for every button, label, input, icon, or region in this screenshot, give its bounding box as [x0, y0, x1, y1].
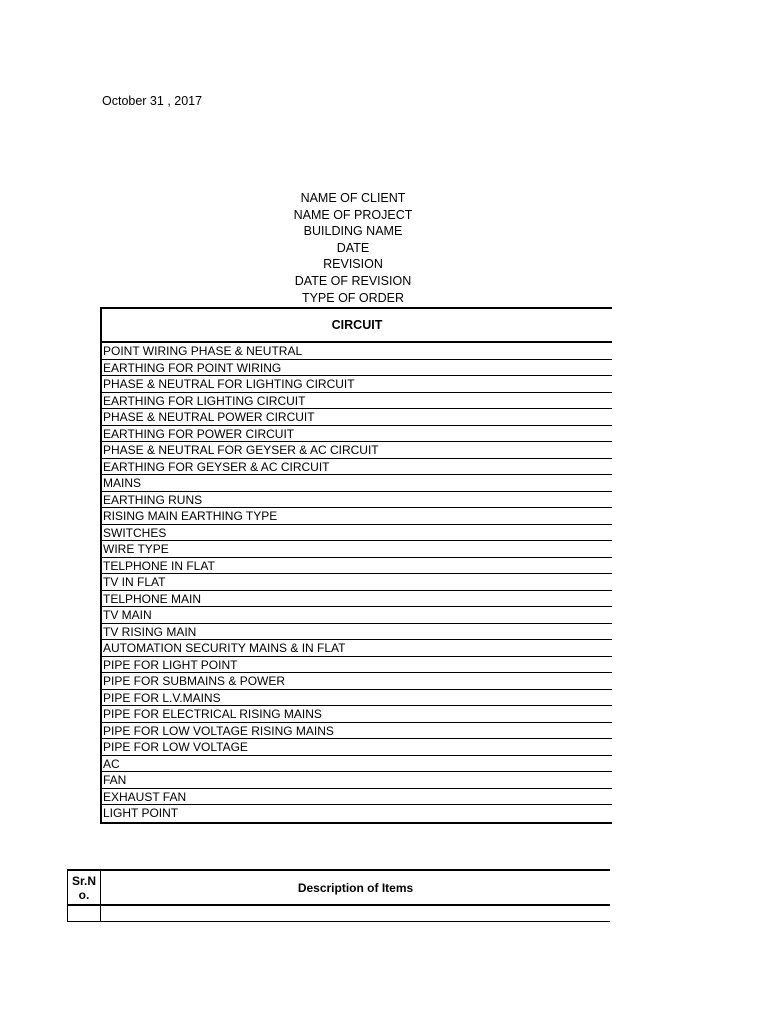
circuit-row: MAINS [102, 475, 612, 492]
circuit-table-header: CIRCUIT [102, 309, 612, 343]
circuit-row: EARTHING FOR LIGHTING CIRCUIT [102, 393, 612, 410]
info-line-date: DATE [336, 240, 370, 255]
column-header-srno: Sr.No. [68, 870, 101, 905]
circuit-row-list [102, 343, 612, 822]
circuit-row: PIPE FOR SUBMAINS & POWER [102, 673, 612, 690]
circuit-row: TELPHONE MAIN [102, 591, 612, 608]
circuit-row: PHASE & NEUTRAL POWER CIRCUIT [102, 409, 612, 426]
cell-srno [68, 905, 101, 922]
info-line-revision: REVISION [323, 257, 383, 272]
info-line-building: BUILDING NAME [303, 224, 403, 239]
circuit-row: PIPE FOR ELECTRICAL RISING MAINS [102, 706, 612, 723]
cell-description [101, 905, 611, 922]
info-line-client: NAME OF CLIENT [300, 191, 406, 205]
circuit-row: PIPE FOR LIGHT POINT [102, 657, 612, 674]
items-table-header-row [68, 870, 611, 905]
circuit-table [100, 307, 612, 824]
circuit-row: FAN [102, 772, 612, 789]
circuit-row: EARTHING FOR POWER CIRCUIT [102, 426, 612, 443]
column-header-description: Description of Items [101, 870, 611, 905]
circuit-row: EARTHING FOR GEYSER & AC CIRCUIT [102, 459, 612, 476]
circuit-row: TV RISING MAIN [102, 624, 612, 641]
circuit-row: RISING MAIN EARTHING TYPE [102, 508, 612, 525]
items-table-body [68, 905, 611, 922]
circuit-row: PHASE & NEUTRAL FOR GEYSER & AC CIRCUIT [102, 442, 612, 459]
circuit-row: PHASE & NEUTRAL FOR LIGHTING CIRCUIT [102, 376, 612, 393]
items-table [67, 869, 610, 922]
circuit-row: LIGHT POINT [103, 806, 179, 820]
circuit-row: PIPE FOR LOW VOLTAGE [102, 739, 612, 756]
circuit-row: EARTHING FOR POINT WIRING [102, 360, 612, 377]
circuit-row: AUTOMATION SECURITY MAINS & IN FLAT [102, 640, 612, 657]
document-date: October 31 , 2017 [102, 94, 203, 108]
info-line-order-type: TYPE OF ORDER [301, 290, 405, 305]
circuit-row: PIPE FOR L.V.MAINS [102, 690, 612, 707]
circuit-row: PIPE FOR LOW VOLTAGE RISING MAINS [102, 723, 612, 740]
circuit-row: SWITCHES [102, 525, 612, 542]
circuit-row: WIRE TYPE [102, 541, 612, 558]
circuit-row: TV MAIN [102, 607, 612, 624]
circuit-row: EARTHING RUNS [102, 492, 612, 509]
project-info-block [253, 190, 453, 306]
circuit-row: POINT WIRING PHASE & NEUTRAL [102, 343, 612, 360]
circuit-row: AC [102, 756, 612, 773]
info-line-revision-date: DATE OF REVISION [294, 273, 412, 288]
table-row [68, 905, 611, 922]
circuit-row: TELPHONE IN FLAT [102, 558, 612, 575]
info-line-project: NAME OF PROJECT [293, 207, 413, 222]
circuit-row: EXHAUST FAN [102, 789, 612, 806]
circuit-row: TV IN FLAT [102, 574, 612, 591]
